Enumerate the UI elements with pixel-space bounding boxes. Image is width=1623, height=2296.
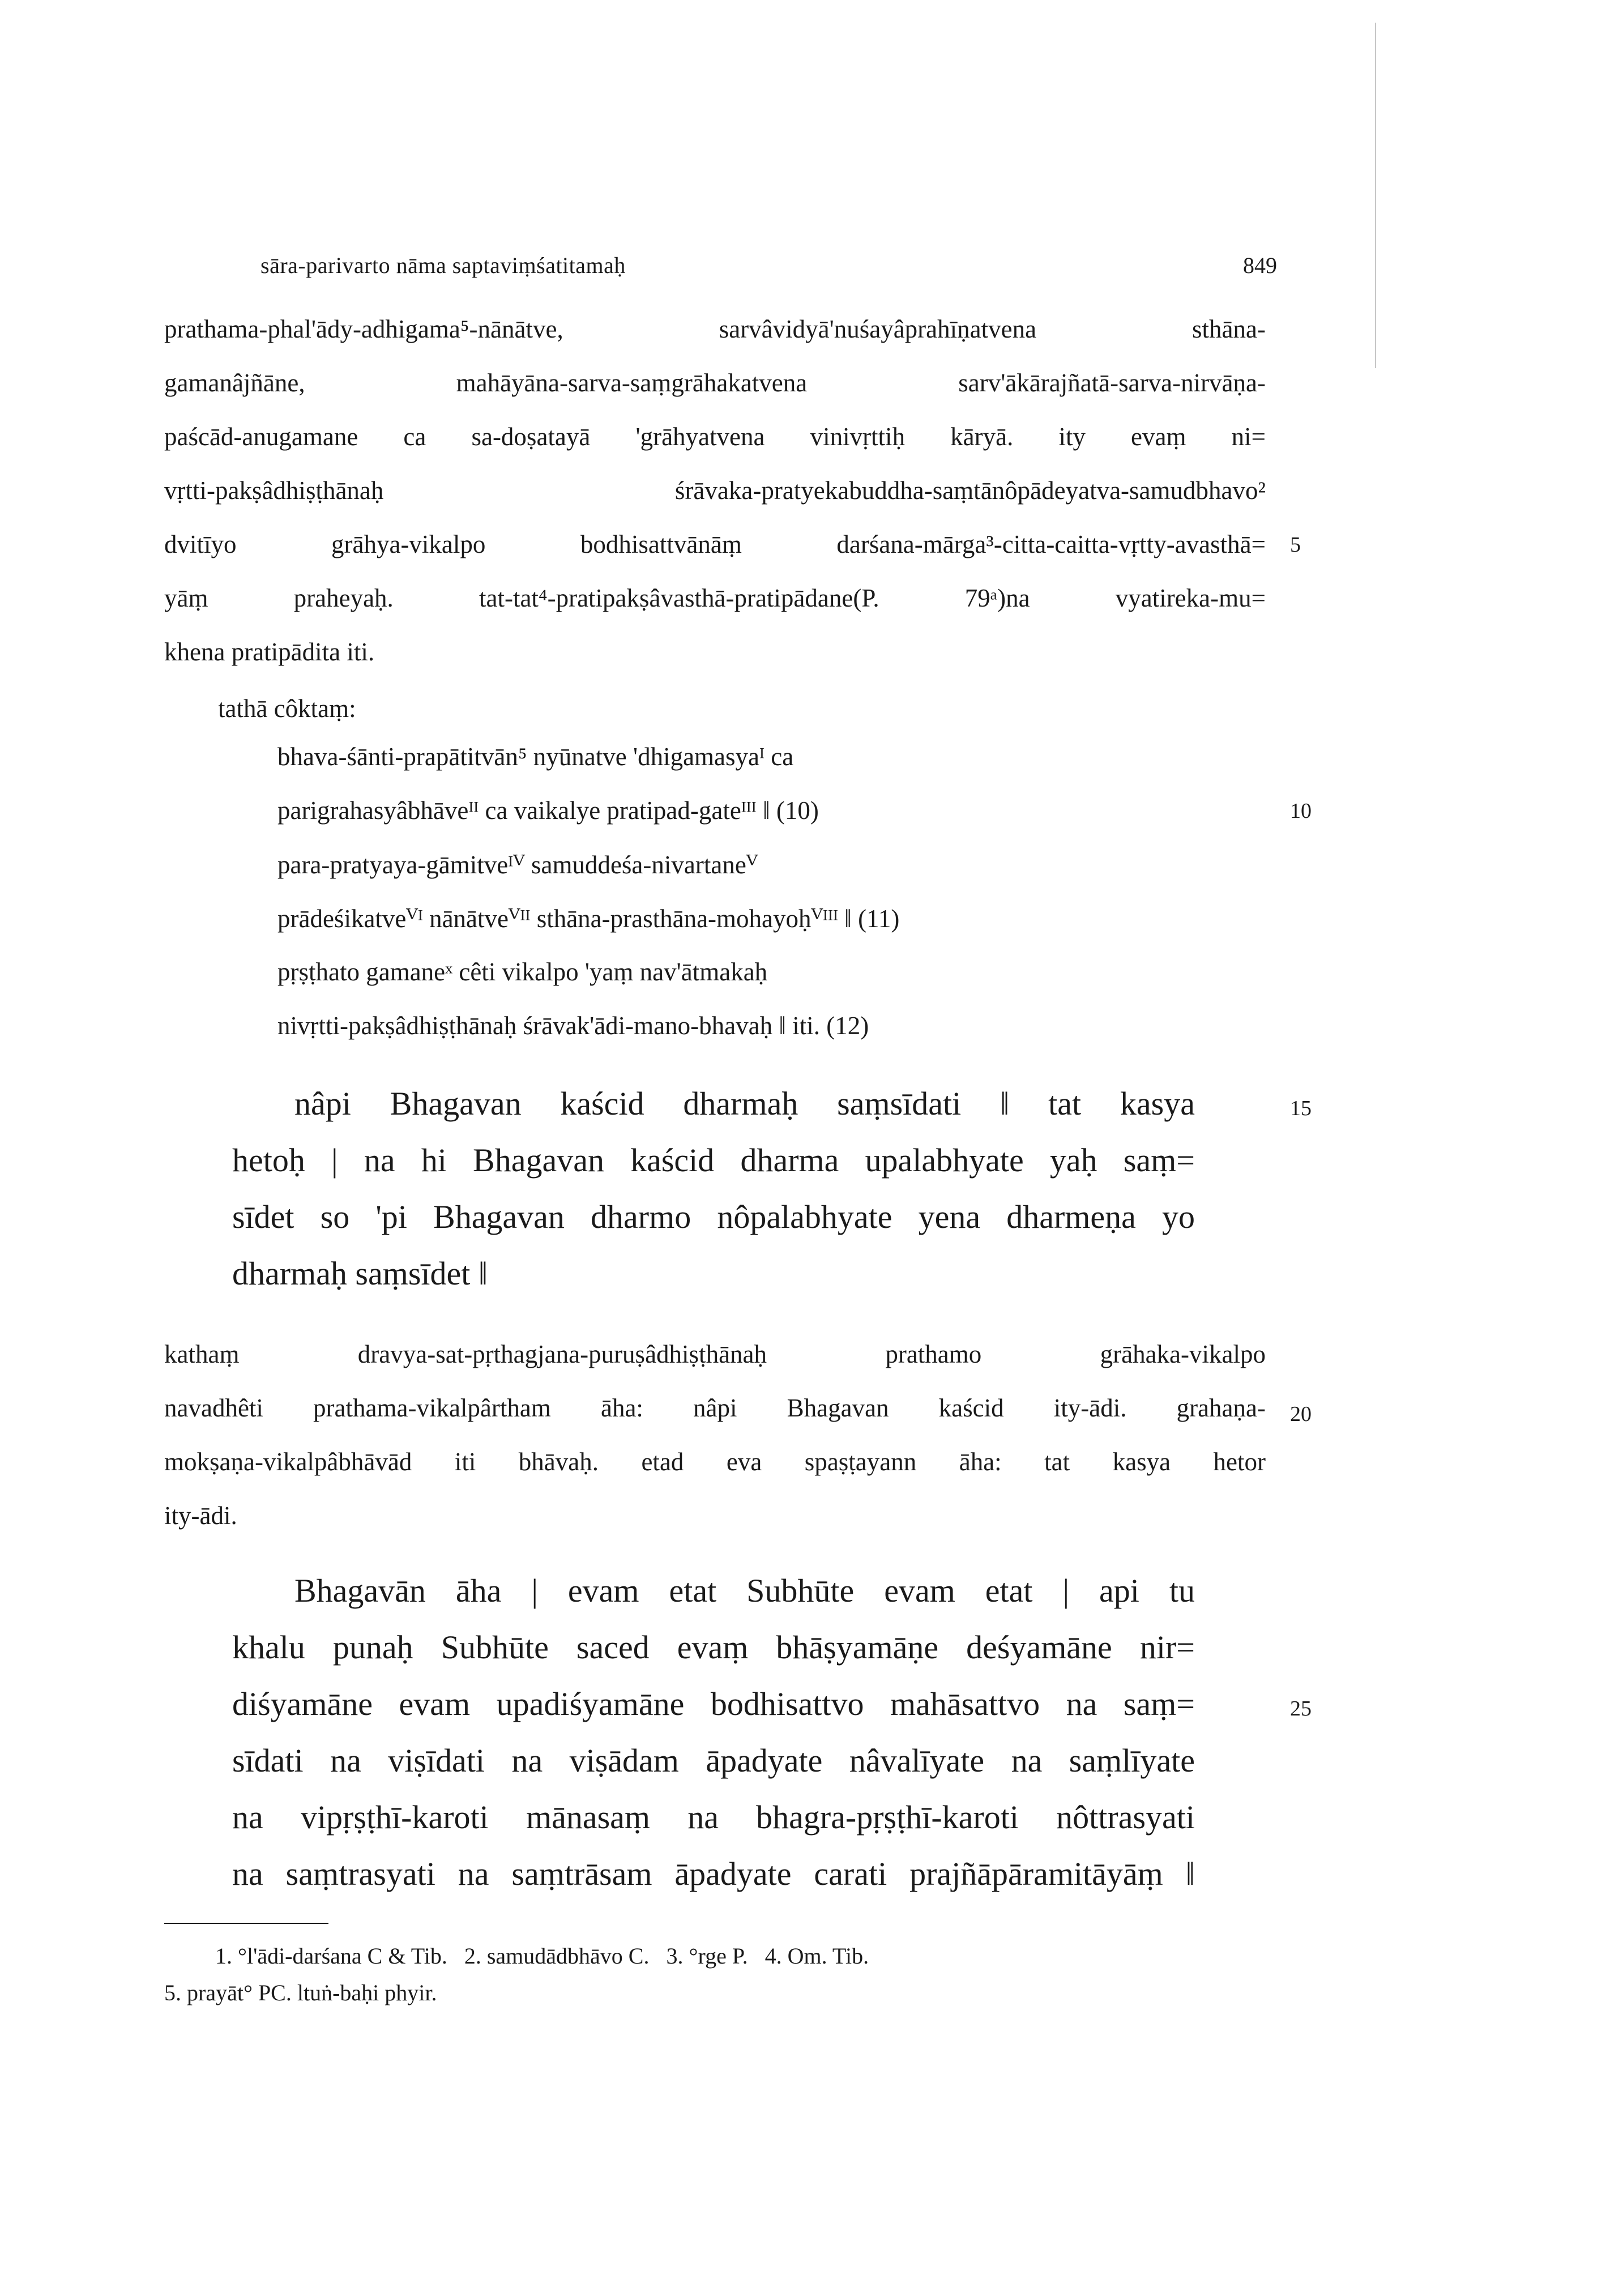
verse-line: pṛṣṭhato gamaneˣ cêti vikalpo 'yaṃ nav'ātmakaḥ (277, 958, 768, 986)
footnote-line: 5. prayāt° PC. ltuṅ-baḥi phyir. (164, 1980, 437, 2005)
sutra-line: dharmaḥ saṃsīdet ‖ (232, 1255, 488, 1292)
verse-line: para-pratyaya-gāmitveᴵⱽ samuddeśa-nivartaneⱽ (277, 851, 758, 879)
sutra-line: sīdati na viṣīdati na viṣādam āpadyate nâvalīyate na saṃlīyate (232, 1742, 1195, 1779)
commentary-line: dvitīyo grāhya-vikalpo bodhisattvānāṃ darśana-mārga³-citta-caitta-vṛtty-avasthā= (164, 530, 1266, 558)
footnote-rule (164, 1923, 328, 1924)
footnote-line: 1. °l'ādi-darśana C & Tib. 2. samudādbhāvo C. 3. °rge P. 4. Om. Tib. (215, 1943, 869, 1969)
commentary-line: gamanâjñāne, mahāyāna-sarva-saṃgrāhakatvena sarv'ākārajñatā-sarva-nirvāṇa- (164, 369, 1266, 397)
sutra-line: na vipṛṣṭhī-karoti mānasaṃ na bhagra-pṛṣṭhī-karoti nôttrasyati (232, 1799, 1195, 1836)
verse-line: nivṛtti-pakṣâdhiṣṭhānaḥ śrāvak'ādi-mano-bhavaḥ ‖ iti. (12) (277, 1012, 869, 1040)
page-number: 849 (1243, 253, 1277, 278)
line-number: 5 (1290, 533, 1301, 557)
sutra-line: khalu punaḥ Subhūte saced evaṃ bhāṣyamāṇe deśyamāne nir= (232, 1629, 1195, 1666)
verse-line: prādeśikatveⱽᴵ nānātveⱽᴵᴵ sthāna-prasthāna-mohayoḥⱽᴵᴵᴵ ‖ (11) (277, 904, 900, 933)
sutra-line: sīdet so 'pi Bhagavan dharmo nôpalabhyate yena dharmeṇa yo (232, 1198, 1195, 1235)
commentary-line: prathama-phal'ādy-adhigama⁵-nānātve, sarvâvidyā'nuśayâprahīṇatvena sthāna- (164, 315, 1266, 343)
commentary-line: ity-ādi. (164, 1501, 237, 1530)
running-header: sāra-parivarto nāma saptaviṃśatitamaḥ (260, 253, 626, 278)
sutra-line: na saṃtrasyati na saṃtrāsam āpadyate carati prajñāpāramitāyāṃ ‖ (232, 1855, 1195, 1892)
verse-line: bhava-śānti-prapātitvān⁵ nyūnatve 'dhigamasyaᴵ ca (277, 742, 794, 771)
sutra-line: nâpi Bhagavan kaścid dharmaḥ saṃsīdati ‖ tat kasya (294, 1085, 1195, 1122)
line-number: 20 (1290, 1402, 1312, 1426)
commentary-line: navadhêti prathama-vikalpârtham āha: nâpi Bhagavan kaścid ity-ādi. grahaṇa- (164, 1394, 1266, 1422)
quote-intro: tathā côktaṃ: (218, 694, 356, 723)
line-number: 15 (1290, 1096, 1312, 1120)
sutra-line: hetoḥ | na hi Bhagavan kaścid dharma upalabhyate yaḥ saṃ= (232, 1142, 1195, 1179)
sutra-line: Bhagavān āha | evam etat Subhūte evam etat | api tu (294, 1572, 1195, 1609)
verse-line: parigrahasyâbhāveᴵᴵ ca vaikalye pratipad-gateᴵᴵᴵ ‖ (10) (277, 796, 819, 825)
commentary-line: kathaṃ dravya-sat-pṛthagjana-puruṣâdhiṣṭhānaḥ prathamo grāhaka-vikalpo (164, 1340, 1266, 1368)
scan-edge-line (1375, 23, 1376, 368)
commentary-line: vṛtti-pakṣâdhiṣṭhānaḥ śrāvaka-pratyekabuddha-saṃtānôpādeyatva-samudbhavo² (164, 476, 1266, 505)
line-number: 25 (1290, 1697, 1312, 1721)
sutra-line: diśyamāne evam upadiśyamāne bodhisattvo mahāsattvo na saṃ= (232, 1685, 1195, 1722)
commentary-line: paścād-anugamane ca sa-doṣatayā 'grāhyatvena vinivṛttiḥ kāryā. ity evaṃ ni= (164, 423, 1266, 451)
commentary-line: khena pratipādita iti. (164, 638, 375, 666)
commentary-line: mokṣaṇa-vikalpâbhāvād iti bhāvaḥ. etad eva spaṣṭayann āha: tat kasya hetor (164, 1448, 1266, 1476)
commentary-line: yāṃ praheyaḥ. tat-tat⁴-pratipakṣâvasthā-pratipādane(P. 79ᵃ)na vyatireka-mu= (164, 584, 1266, 612)
line-number: 10 (1290, 799, 1312, 823)
